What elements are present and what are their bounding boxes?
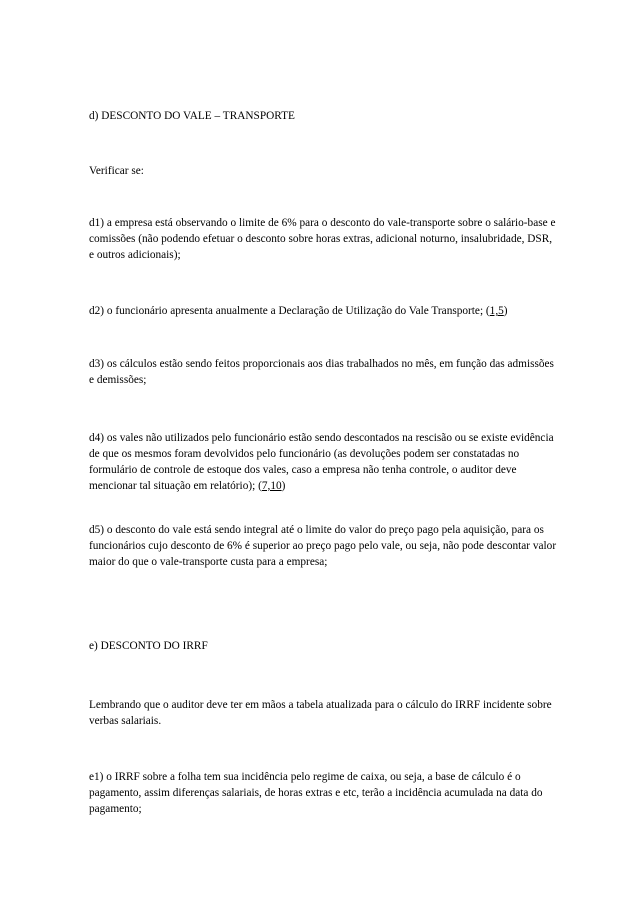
section-e-intro: Lembrando que o auditor deve ter em mãos a tabela atualizada para o cálculo do IRRF incidente sobre verbas salariais.: [89, 699, 552, 727]
verificar-label: Verificar se:: [89, 165, 144, 177]
item-d4-reference-link[interactable]: 7,10: [261, 480, 282, 492]
item-d4-text: d4) os vales não utilizados pelo funcionário estão sendo descontados na rescisão ou se existe evidência de que os mesmos foram devolvidos pelo funcionário (as devoluções podem ser constatadas no formulário de controle de estoque dos vales, caso a empresa não tenha controle, o auditor deve mencionar tal situação em relatório); (: [89, 432, 554, 492]
section-e-title: e) DESCONTO DO IRRF: [89, 640, 208, 652]
item-d1: d1) a empresa está observando o limite de 6% para o desconto do vale-transporte sobre o salário-base e comissões (não podendo efetuar o desconto sobre horas extras, adicional noturno, insalubridade, DSR, e outros adicionais);: [89, 217, 556, 261]
section-d-title: d) DESCONTO DO VALE – TRANSPORTE: [89, 110, 295, 122]
item-d2-reference-link[interactable]: 1,5: [489, 305, 504, 317]
item-d2-close: ): [503, 305, 508, 317]
item-e1: e1) o IRRF sobre a folha tem sua incidência pelo regime de caixa, ou seja, a base de cálculo é o pagamento, assim diferenças salariais, de horas extras e etc, terão a incidência acumulada na data do pagamento;: [89, 771, 543, 815]
item-d2-text: d2) o funcionário apresenta anualmente a Declaração de Utilização do Vale Transporte; (: [89, 305, 490, 317]
item-d3: d3) os cálculos estão sendo feitos proporcionais aos dias trabalhados no mês, em função das admissões e demissões;: [89, 358, 554, 386]
item-d4-close: ): [281, 480, 286, 492]
item-d4: [89, 430, 559, 494]
item-d5: d5) o desconto do vale está sendo integral até o limite do valor do preço pago pela aquisição, para os funcionários cujo desconto de 6% é superior ao preço pago pelo vale, ou seja, não pode descontar valor maior do que o vale-transporte custa para a empresa;: [89, 524, 557, 568]
item-d2: [89, 303, 559, 319]
